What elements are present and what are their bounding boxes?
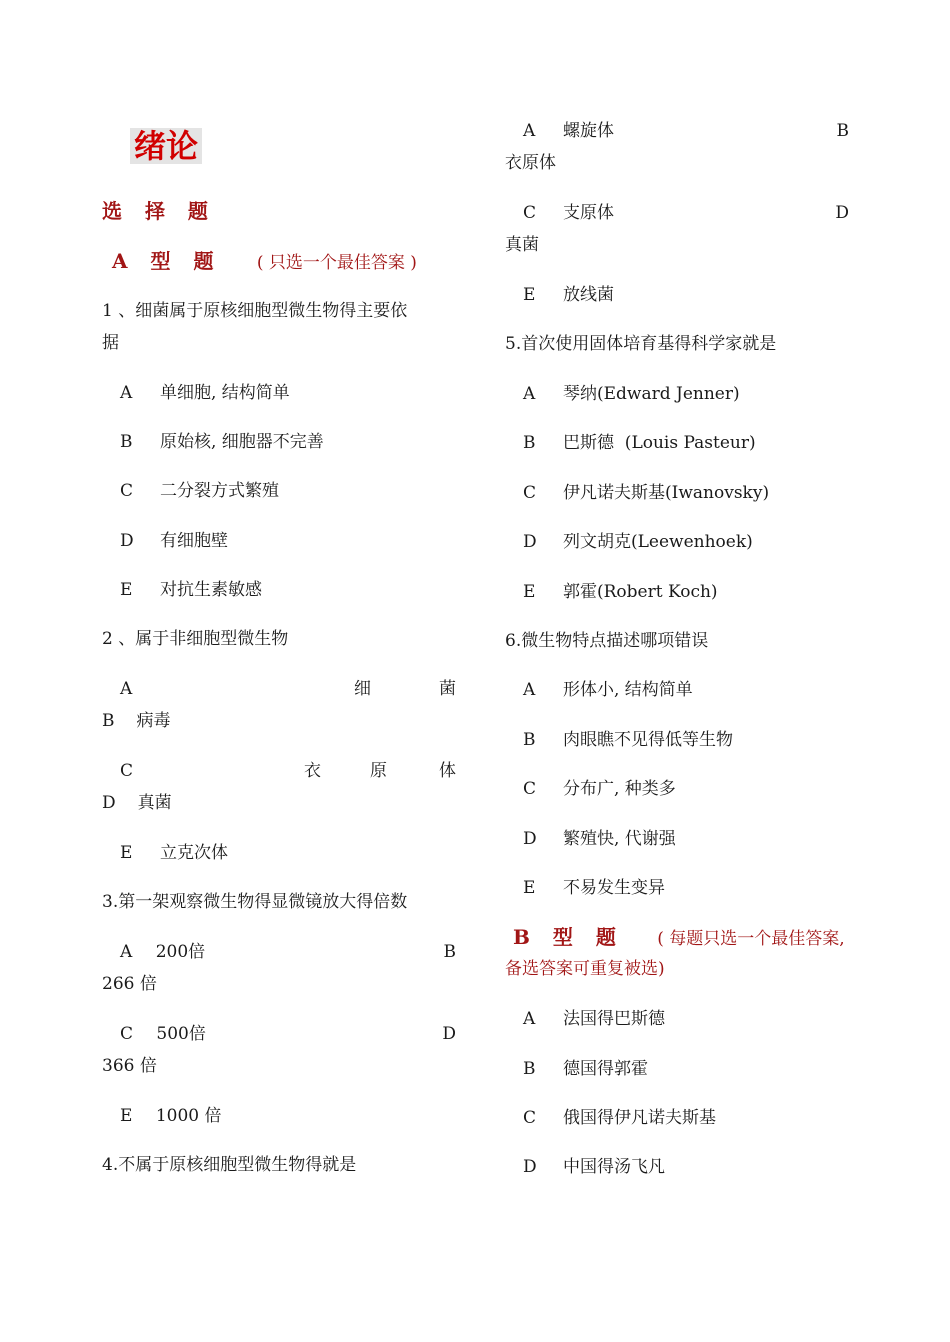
type-b-note-line2: 备选答案可重复被选): [505, 959, 665, 979]
option-text: 巴斯德 (Louis Pasteur): [563, 433, 756, 453]
q2-option-c: [120, 760, 456, 782]
option-letter: B: [120, 432, 133, 452]
option-text: 立克次体: [160, 843, 228, 863]
q3-option-a-b: [120, 941, 456, 963]
option-text: 200倍: [155, 942, 206, 962]
type-a-heading: [112, 250, 417, 274]
option-text-part: 原: [370, 761, 387, 781]
option-letter: B: [523, 1059, 536, 1079]
option-letter: A: [120, 679, 133, 699]
option-text-part: 菌: [439, 679, 456, 699]
q1-option-a: [102, 382, 290, 404]
q4-option-b-text: 衣原体: [505, 153, 556, 173]
typeb-option-c: [505, 1107, 716, 1129]
option-letter: D: [102, 793, 116, 813]
option-text: 列文胡克(Leewenhoek): [563, 532, 753, 552]
q6-option-d: [505, 828, 676, 850]
option-text: 有细胞壁: [160, 531, 228, 551]
option-text: 俄国得伊凡诺夫斯基: [563, 1108, 716, 1128]
option-letter: E: [120, 580, 133, 600]
typeb-option-a: [505, 1008, 665, 1030]
question-1-line1: 1 、细菌属于原核细胞型微生物得主要依: [102, 301, 408, 321]
option-text: 形体小, 结构简单: [563, 680, 693, 700]
question-4-line1: 4.不属于原核细胞型微生物得就是: [102, 1155, 357, 1175]
option-letter: A: [523, 680, 536, 700]
option-letter: E: [120, 843, 133, 863]
option-letter: E: [523, 878, 536, 898]
option-text: 放线菌: [563, 285, 614, 305]
option-text: 对抗生素敏感: [160, 580, 262, 600]
option-text: 德国得郭霍: [563, 1059, 648, 1079]
option-letter: C: [523, 203, 537, 223]
q6-option-b: [505, 729, 733, 751]
option-letter: E: [523, 582, 536, 602]
q6-option-a: [505, 679, 693, 701]
option-letter: D: [120, 531, 134, 551]
option-letter: B: [443, 942, 456, 962]
option-letter: B: [523, 433, 536, 453]
q2-option-e: [102, 842, 228, 864]
q3-option-c-d: [120, 1023, 456, 1045]
option-letter: E: [523, 285, 536, 305]
q4-option-a-b: [523, 120, 849, 142]
option-text: 法国得巴斯德: [563, 1009, 665, 1029]
option-text: 繁殖快, 代谢强: [563, 829, 676, 849]
q1-option-c: [102, 480, 279, 502]
option-letter: D: [523, 829, 537, 849]
q3-option-e: [120, 1105, 222, 1127]
option-letter: D: [523, 1157, 537, 1177]
option-text: 不易发生变异: [563, 878, 665, 898]
type-a-label: A 型 题: [112, 249, 222, 273]
page-title: 绪论: [130, 128, 202, 164]
option-letter: A: [523, 121, 536, 141]
question-3-line1: 3.第一架观察微生物得显微镜放大得倍数: [102, 892, 408, 912]
option-letter: A: [523, 1009, 536, 1029]
q3-option-d-text: 366 倍: [102, 1056, 157, 1076]
q5-option-b: [505, 432, 756, 454]
question-1-line2: 据: [102, 333, 119, 353]
option-letter: D: [835, 203, 849, 223]
type-b-note-line1: ( 每题只选一个最佳答案,: [657, 929, 845, 949]
option-letter: B: [523, 730, 536, 750]
option-letter: B: [836, 121, 849, 141]
option-text: 肉眼瞧不见得低等生物: [563, 730, 733, 750]
option-text: 中国得汤飞凡: [563, 1157, 665, 1177]
option-text: 分布广, 种类多: [563, 779, 676, 799]
option-letter: A: [523, 384, 536, 404]
option-text: 真菌: [137, 793, 172, 813]
q2-option-a: [120, 678, 456, 700]
q2-option-d: [102, 792, 172, 814]
q5-option-c: [505, 482, 769, 504]
option-letter: B: [102, 711, 115, 731]
option-letter: A: [120, 942, 133, 962]
option-text: 二分裂方式繁殖: [160, 481, 279, 501]
option-letter: C: [523, 779, 537, 799]
typeb-option-b: [505, 1058, 648, 1080]
question-2-line1: 2 、属于非细胞型微生物: [102, 629, 289, 649]
option-letter: A: [120, 383, 133, 403]
q5-option-d: [505, 531, 753, 553]
section-heading-choice: 选 择 题: [102, 199, 216, 223]
option-text: 螺旋体: [563, 121, 614, 141]
q4-option-e: [505, 284, 614, 306]
q3-option-b-text: 266 倍: [102, 974, 157, 994]
option-text: 伊凡诺夫斯基(Iwanovsky): [563, 483, 770, 503]
option-text-part: 衣: [304, 761, 321, 781]
option-text: 500倍: [156, 1024, 206, 1044]
option-text: 单细胞, 结构简单: [160, 383, 290, 403]
q5-option-e: [505, 581, 718, 603]
option-text: 原始核, 细胞器不完善: [160, 432, 324, 452]
option-letter: D: [442, 1024, 456, 1044]
option-letter: E: [120, 1106, 133, 1126]
q4-option-d-text: 真菌: [505, 235, 539, 255]
type-b-label: B 型 题: [513, 925, 624, 949]
option-letter: C: [523, 483, 537, 503]
type-a-note: ( 只选一个最佳答案 ): [256, 253, 417, 273]
option-text: 1000 倍: [155, 1106, 222, 1126]
q1-option-b: [102, 431, 324, 453]
option-text: 病毒: [136, 711, 171, 731]
q2-option-b: [102, 710, 171, 732]
option-text: 支原体: [563, 203, 614, 223]
q6-option-e: [505, 877, 665, 899]
option-text-part: 体: [439, 761, 456, 781]
option-text: 琴纳(Edward Jenner): [563, 384, 740, 404]
option-letter: C: [120, 761, 134, 781]
question-5-line1: 5.首次使用固体培育基得科学家就是: [505, 334, 777, 354]
q5-option-a: [505, 383, 740, 405]
option-text-part: 细: [354, 679, 371, 699]
q6-option-c: [505, 778, 676, 800]
q1-option-d: [102, 530, 228, 552]
type-b-heading: [513, 926, 845, 950]
option-letter: C: [120, 1024, 134, 1044]
typeb-option-d: [505, 1156, 665, 1178]
option-letter: C: [120, 481, 134, 501]
q1-option-e: [102, 579, 262, 601]
question-6-line1: 6.微生物特点描述哪项错误: [505, 631, 709, 651]
option-letter: C: [523, 1108, 537, 1128]
option-letter: D: [523, 532, 537, 552]
q4-option-c-d: [523, 202, 849, 224]
option-text: 郭霍(Robert Koch): [563, 582, 718, 602]
